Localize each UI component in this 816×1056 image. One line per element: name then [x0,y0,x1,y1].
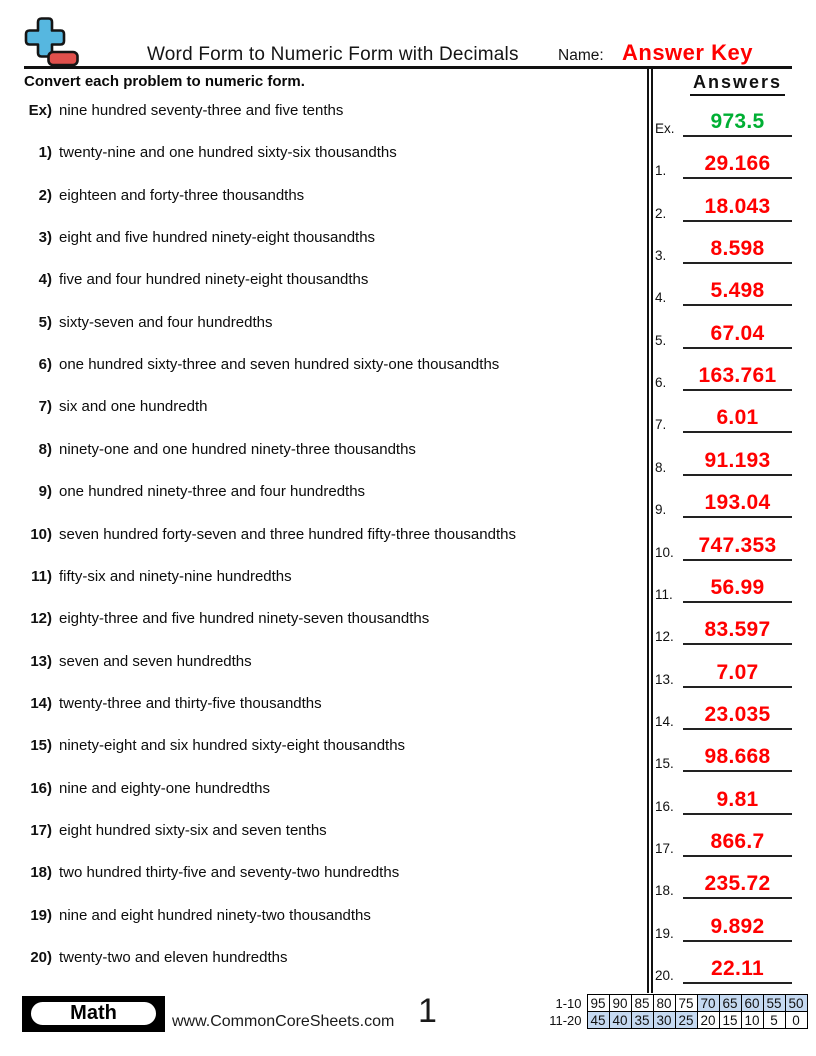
problem-number: 12) [30,610,52,628]
answer-number: Ex. [655,121,675,136]
problem-number: 16) [30,779,52,797]
answer-number: 17. [655,840,674,856]
answer-row [653,825,792,857]
score-range-label: 11-20 [549,1012,582,1028]
problem-number: 17) [30,821,52,839]
answer-value: 9.892 [710,914,765,938]
problem-text: ninety-eight and six hundred sixty-eight thousandths [59,737,406,755]
answer-row [653,317,792,349]
answer-blank-line [683,704,792,730]
page-number: 1 [418,992,437,1030]
score-cell: 35 [631,1012,653,1029]
problem-row [0,356,645,373]
answer-row [653,486,792,518]
answer-number: 20. [655,968,674,983]
plus-minus-math-logo-icon [24,14,82,68]
answer-blank-line [683,492,792,518]
answer-blank-line [683,111,792,137]
header-rule [24,66,792,69]
problem-text: eight and five hundred ninety-eight thousandths [59,229,376,247]
problem-row [0,187,645,204]
score-table-row [533,995,807,1012]
score-cell: 95 [587,995,609,1012]
score-cell: 40 [609,1012,631,1029]
answer-value: 18.043 [704,194,771,218]
problem-text: eight hundred sixty-six and seven tenths [59,821,327,839]
problem-text: one hundred sixty-three and seven hundred sixty-one thousandths [59,356,500,374]
answer-blank-line [683,323,792,349]
problem-row [0,949,645,966]
problem-number: 8) [38,440,52,458]
score-cell: 15 [719,1012,741,1029]
answer-row [653,274,792,306]
problem-number: 4) [38,271,52,289]
problem-text: two hundred thirty-five and seventy-two hundredths [59,864,400,882]
problem-row [0,144,645,161]
name-label: Name: [558,47,604,64]
problem-text: seven and seven hundredths [59,652,252,670]
score-cell: 70 [697,995,719,1012]
score-cell: 85 [631,995,653,1012]
instruction-text: Convert each problem to numeric form. [24,73,305,90]
score-cell: 5 [763,1012,785,1029]
answer-number: 9. [655,502,667,518]
score-cell: 75 [675,995,697,1012]
answer-value: 193.04 [704,491,771,515]
score-cell: 30 [653,1012,675,1029]
problem-text: eighteen and forty-three thousandths [59,186,305,204]
answer-key-text: Answer Key [622,40,753,65]
problem-number: 18) [30,864,52,882]
problem-text: fifty-six and ninety-nine hundredths [59,567,292,585]
problem-text: nine hundred seventy-three and five tenths [59,102,344,119]
problem-number: 7) [38,398,52,416]
problem-row [0,780,645,797]
answer-row [653,952,792,984]
score-cell: 20 [697,1012,719,1029]
problem-row [0,483,645,500]
answer-row [653,698,792,730]
answer-number: 5. [655,332,667,348]
problem-number: 20) [30,949,52,966]
problem-number: 6) [38,356,52,374]
problem-row [0,398,645,415]
answer-number: 10. [655,544,674,560]
answer-number: 16. [655,798,674,814]
score-cell: 80 [653,995,675,1012]
answer-blank-line [683,535,792,561]
answer-value: 5.498 [710,279,765,303]
answer-number: 7. [655,417,667,433]
problem-row [0,314,645,331]
problem-number: 9) [38,483,52,501]
answer-value: 163.761 [698,364,777,388]
answer-blank-line [683,619,792,645]
answer-row [653,910,792,942]
answer-row [653,867,792,899]
problem-text: twenty-three and thirty-five thousandths [59,694,322,712]
answer-number: 13. [655,671,674,687]
problem-text: five and four hundred ninety-eight thousandths [59,271,369,289]
score-cell: 45 [587,1012,609,1029]
problem-number: 19) [30,906,52,924]
page-title: Word Form to Numeric Form with Decimals [147,44,519,65]
problem-text: seven hundred forty-seven and three hundred fifty-three thousandths [59,525,516,543]
problem-text: six and one hundredth [59,398,208,416]
answer-number: 4. [655,290,667,306]
answer-blank-line [683,958,792,984]
score-cell: 10 [741,1012,763,1029]
problem-row [0,568,645,585]
subject-badge [22,996,165,1032]
answer-value: 866.7 [710,829,765,853]
answer-blank-line [683,746,792,772]
score-cell: 25 [675,1012,697,1029]
score-table-row [533,1012,807,1029]
answer-blank-line [683,831,792,857]
answer-blank-line [683,196,792,222]
answers-heading: Answers [690,72,785,96]
answer-number: 18. [655,883,674,899]
answer-row [653,740,792,772]
score-range-label: 1-10 [555,995,582,1011]
answer-number: 3. [655,248,667,264]
answer-number: 12. [655,629,674,645]
answer-number: 1. [655,163,667,179]
answer-row [653,147,792,179]
problem-text: ninety-one and one hundred ninety-three thousandths [59,440,416,458]
problem-text: one hundred ninety-three and four hundredths [59,483,366,501]
problem-row [0,441,645,458]
problem-row [0,695,645,712]
answer-row [653,656,792,688]
problem-row [0,653,645,670]
answer-row [653,529,792,561]
problem-text: nine and eighty-one hundredths [59,779,270,797]
answer-value: 56.99 [710,575,765,599]
problem-text: twenty-two and eleven hundredths [59,949,288,966]
problem-number: 1) [38,144,52,162]
answer-row [653,571,792,603]
problem-number: 10) [30,525,52,543]
answer-value: 91.193 [704,448,771,472]
score-cell: 50 [785,995,807,1012]
score-cell: 90 [609,995,631,1012]
answer-number: 19. [655,925,674,941]
answer-row [653,232,792,264]
answer-number: 15. [655,756,674,772]
score-cell: 0 [785,1012,807,1029]
answer-row [653,359,792,391]
problem-row [0,102,645,119]
answer-blank-line [683,577,792,603]
score-cell: 65 [719,995,741,1012]
answer-value: 98.668 [704,745,771,769]
problem-row [0,822,645,839]
answer-value: 22.11 [711,957,764,980]
answer-blank-line [683,365,792,391]
score-cell: 60 [741,995,763,1012]
answer-value: 747.353 [698,533,777,557]
problem-row [0,737,645,754]
answer-blank-line [683,662,792,688]
answer-blank-line [683,789,792,815]
answer-blank-line [683,407,792,433]
answer-row [653,190,792,222]
answer-value: 7.07 [716,660,759,684]
logo-minus-shape [49,52,78,65]
answer-value: 973.5 [710,110,765,133]
answer-row [653,105,792,137]
answer-row [653,783,792,815]
answer-value: 83.597 [704,618,771,642]
problem-number: Ex) [28,102,52,119]
problem-row [0,610,645,627]
website-text: www.CommonCoreSheets.com [172,1013,395,1030]
problem-number: 5) [38,313,52,331]
problem-row [0,864,645,881]
problem-number: 3) [38,229,52,247]
answer-blank-line [683,873,792,899]
answer-blank-line [683,450,792,476]
problem-text: sixty-seven and four hundredths [59,313,273,331]
problem-number: 15) [30,737,52,755]
problem-text: twenty-nine and one hundred sixty-six thousandths [59,144,397,162]
problem-number: 11) [31,567,52,585]
score-table [533,994,808,1029]
answer-number: 14. [655,713,674,729]
answer-number: 11. [655,586,673,602]
answer-row [653,613,792,645]
problem-number: 13) [30,652,52,670]
problem-row [0,526,645,543]
answer-blank-line [683,153,792,179]
problem-row [0,229,645,246]
answer-value: 9.81 [716,787,759,811]
score-cell: 55 [763,995,785,1012]
answer-blank-line [683,916,792,942]
problem-row [0,271,645,288]
answer-value: 67.04 [710,321,765,345]
problem-row [0,907,645,924]
problem-number: 2) [38,186,52,204]
answer-value: 8.598 [710,237,765,261]
answer-value: 23.035 [704,702,771,726]
answer-number: 6. [655,375,667,391]
answer-number: 2. [655,205,667,221]
answer-value: 6.01 [716,406,759,430]
subject-badge-label: Math [28,999,159,1028]
answer-value: 29.166 [704,152,771,176]
problem-number: 14) [30,694,52,712]
answer-value: 235.72 [704,872,771,896]
answer-row [653,444,792,476]
problem-text: nine and eight hundred ninety-two thousandths [59,906,371,924]
answer-number: 8. [655,459,667,475]
answer-blank-line [683,238,792,264]
problem-text: eighty-three and five hundred ninety-seven thousandths [59,610,430,628]
answer-row [653,401,792,433]
answer-blank-line [683,280,792,306]
